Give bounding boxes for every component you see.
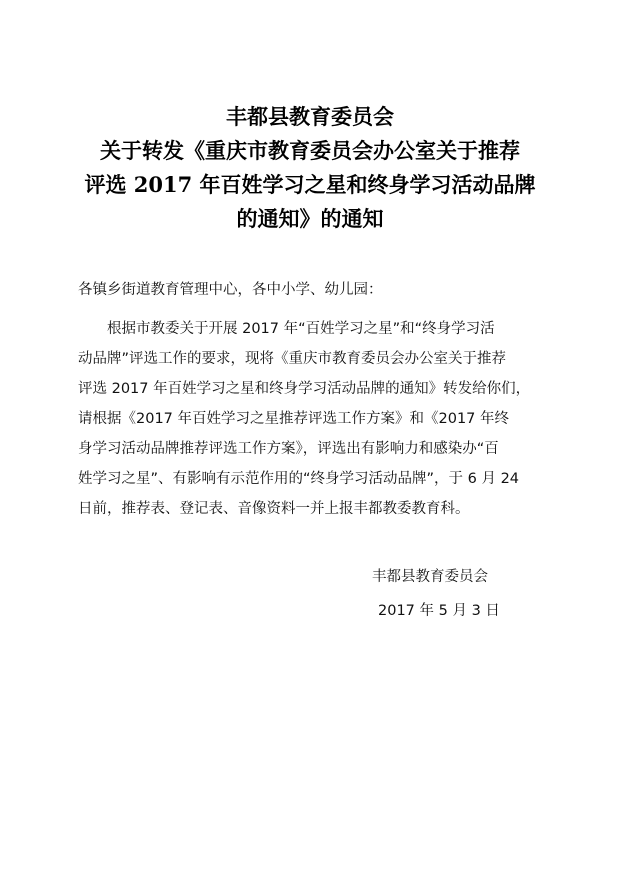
title-line-subject-3: 的通知》的通知 — [236, 206, 384, 231]
title-line-subject-1: 关于转发《重庆市教育委员会办公室关于推荐 — [100, 138, 520, 163]
title-line-subject-2: 评选 2017 年百姓学习之星和终身学习活动品牌 — [84, 172, 536, 197]
body-line: 请根据《2017 年百姓学习之星推荐评选工作方案》和《2017 年终 — [78, 411, 510, 427]
body-line: 根据市教委关于开展 2017 年“百姓学习之星”和“终身学习活 — [107, 321, 495, 337]
body-line: 评选 2017 年百姓学习之星和终身学习活动品牌的通知》转发给你们， — [78, 381, 531, 397]
body-line: 日前，推荐表、登记表、音像资料一并上报丰都教委教育科。 — [78, 501, 470, 517]
salutation: 各镇乡街道教育管理中心，各中小学、幼儿园： — [78, 282, 383, 298]
document-title — [40, 100, 580, 236]
signature-block — [372, 560, 500, 628]
body-line: 动品牌”评选工作的要求，现将《重庆市教育委员会办公室关于推荐 — [78, 351, 507, 367]
body-paragraph — [78, 314, 548, 524]
body-line: 身学习活动品牌推荐评选工作方案》，评选出有影响力和感染办“百 — [78, 441, 499, 457]
signature-date: 2017 年 5 月 3 日 — [378, 603, 500, 619]
signature-org: 丰都县教育委员会 — [372, 569, 488, 585]
title-line-issuer: 丰都县教育委员会 — [226, 104, 394, 129]
body-line: 姓学习之星”、有影响有示范作用的“终身学习活动品牌”，于 6 月 24 — [78, 471, 520, 487]
